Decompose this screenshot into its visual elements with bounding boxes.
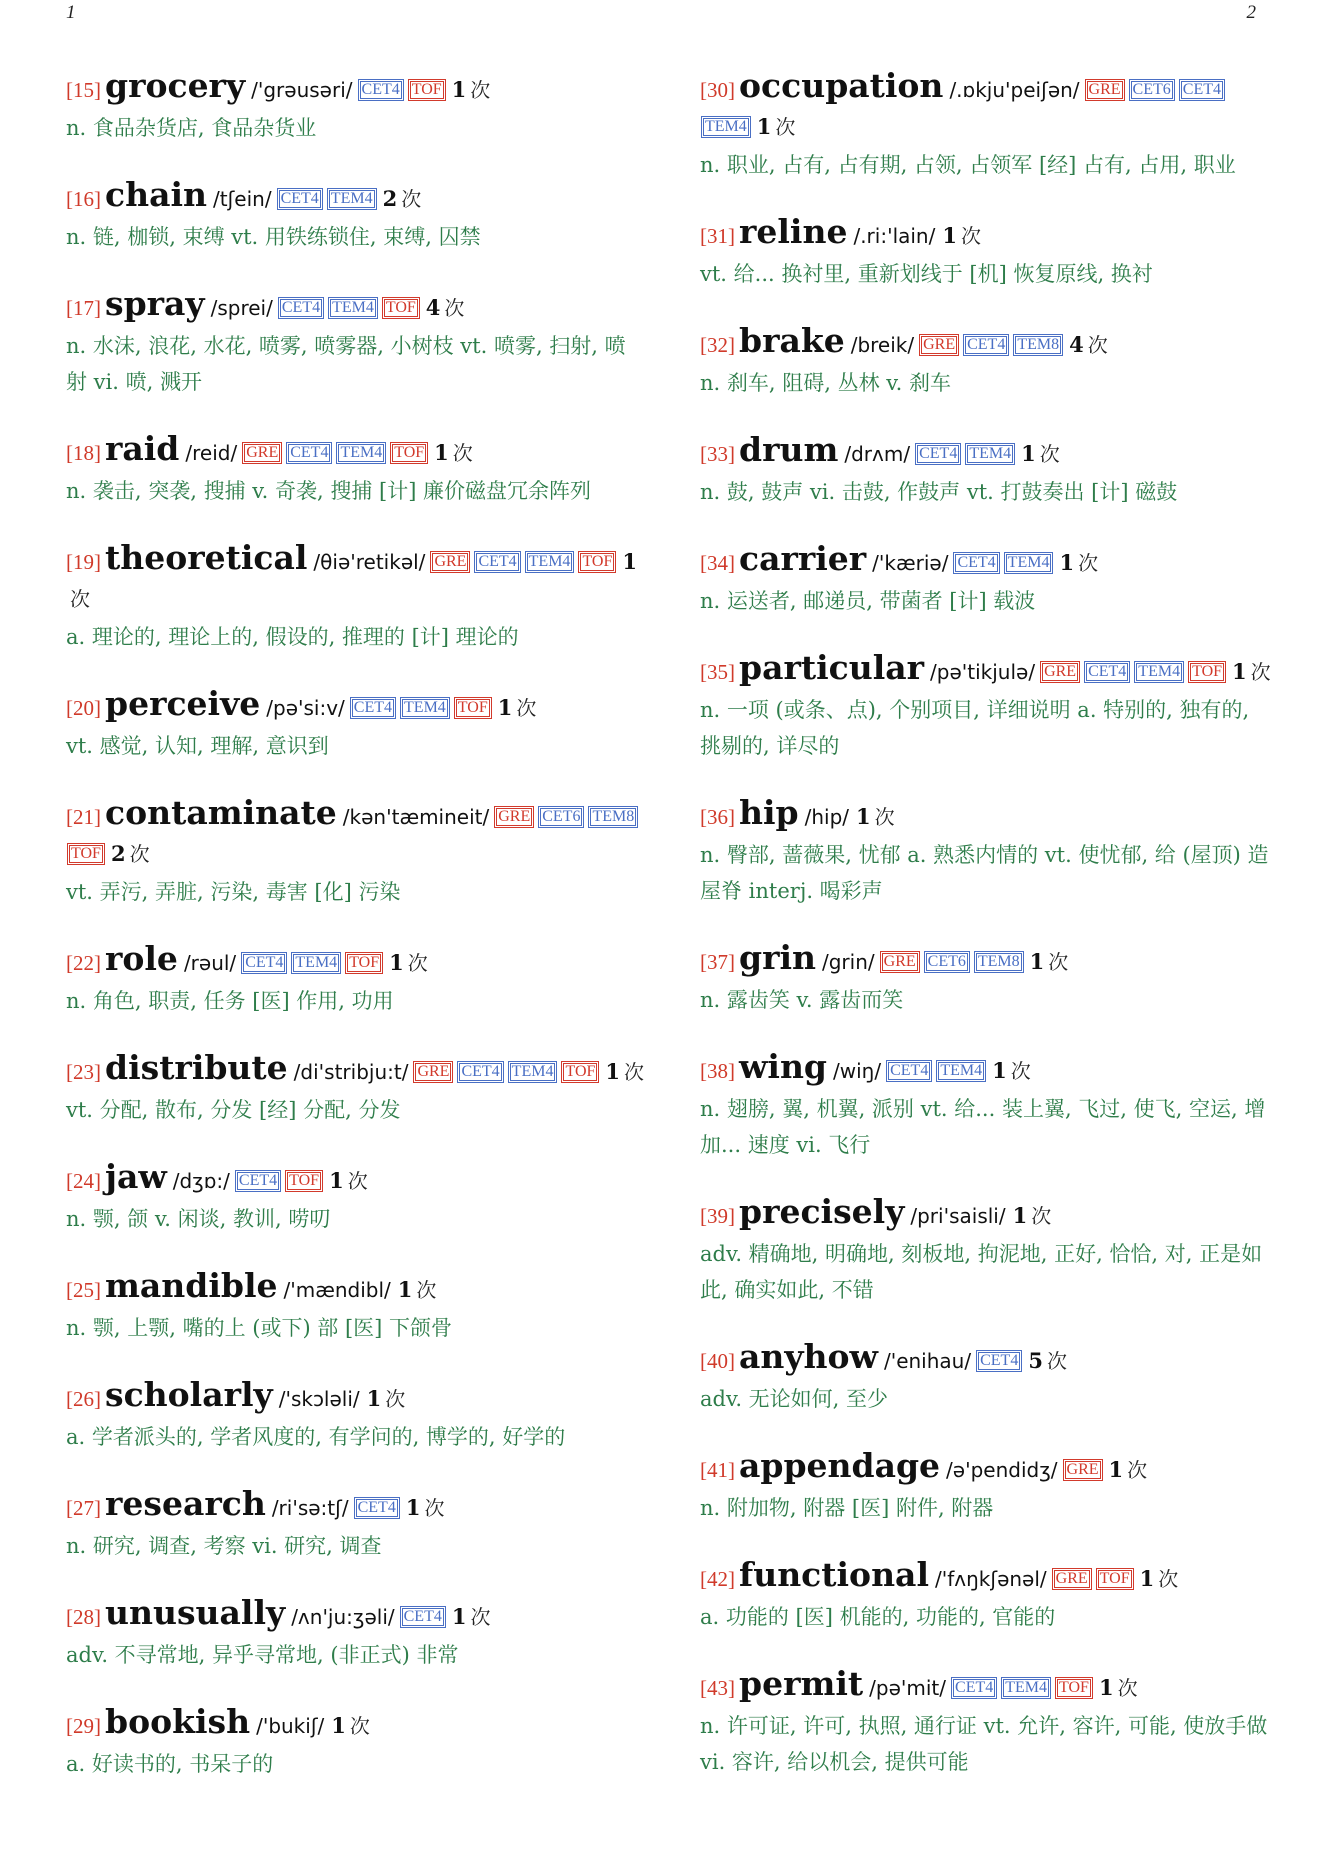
exam-tag-cet4: CET4 (886, 1060, 932, 1082)
frequency-count: 1 (942, 223, 957, 248)
frequency-unit: 次 (775, 115, 796, 139)
exam-tag-cet4: CET4 (241, 952, 287, 974)
entry-headline (66, 1268, 644, 1309)
headword: chain (105, 175, 207, 214)
frequency-unit: 次 (129, 842, 150, 866)
entry-anyhow (700, 1339, 1274, 1417)
frequency-count: 2 (110, 841, 126, 866)
frequency-count: 1 (451, 77, 467, 102)
headword: anyhow (739, 1337, 878, 1376)
entry-jaw (66, 1159, 644, 1237)
entry-number: [35] (700, 660, 735, 684)
headword: precisely (739, 1192, 905, 1231)
exam-tag-tof: TOF (285, 1170, 323, 1192)
definition: n. 职业, 占有, 占有期, 占领, 占领军 [经] 占有, 占用, 职业 (700, 153, 1236, 177)
entry-number: [28] (66, 1605, 101, 1629)
entry-research (66, 1486, 644, 1564)
entry-theoretical (66, 540, 644, 655)
headword: appendage (739, 1446, 941, 1485)
phonetic: /'enihau/ (883, 1349, 972, 1373)
frequency-unit: 次 (416, 1278, 437, 1302)
entry-headline (700, 541, 1274, 582)
entry-number: [20] (66, 696, 101, 720)
entry-number: [38] (700, 1059, 735, 1083)
phonetic: /pri'saisli/ (910, 1204, 1006, 1228)
frequency-count: 1 (497, 695, 513, 720)
definition: vt. 给... 换衬里, 重新划线于 [机] 恢复原线, 换衬 (700, 262, 1153, 286)
definition: adv. 无论如何, 至少 (700, 1387, 889, 1411)
entry-number: [15] (66, 78, 101, 102)
entry-headline (700, 1194, 1274, 1235)
entry-headline (66, 177, 644, 218)
headword: distribute (105, 1048, 288, 1087)
exam-tag-gre: GRE (1040, 661, 1080, 683)
frequency-count: 5 (1028, 1348, 1043, 1373)
entry-number: [18] (66, 441, 101, 465)
headword: bookish (105, 1702, 251, 1741)
exam-tag-tem4: TEM4 (291, 952, 341, 974)
exam-tag-tem4: TEM4 (327, 188, 377, 210)
frequency-unit: 次 (1048, 950, 1069, 974)
headword: reline (739, 212, 848, 251)
frequency-unit: 次 (1010, 1059, 1031, 1083)
entry-headline (700, 432, 1274, 473)
frequency-unit: 次 (385, 1387, 406, 1411)
exam-tag-cet4: CET4 (286, 442, 332, 464)
definition: n. 颚, 上颚, 嘴的上 (或下) 部 [医] 下颌骨 (66, 1316, 453, 1340)
frequency-count: 1 (992, 1058, 1007, 1083)
frequency-count: 4 (425, 295, 441, 320)
headword: raid (105, 429, 180, 468)
exam-tag-tem4: TEM4 (525, 551, 575, 573)
phonetic: /sprei/ (210, 296, 273, 320)
exam-tag-gre: GRE (919, 334, 959, 356)
entry-number: [29] (66, 1714, 101, 1738)
frequency-unit: 次 (1127, 1458, 1148, 1482)
entry-headline (66, 795, 644, 873)
frequency-count: 1 (1029, 949, 1045, 974)
definition: n. 角色, 职责, 任务 [医] 作用, 功用 (66, 989, 394, 1013)
frequency-count: 1 (1108, 1457, 1124, 1482)
entry-distribute (66, 1050, 644, 1128)
definition: n. 水沫, 浪花, 水花, 喷雾, 喷雾器, 小树枝 vt. 喷雾, 扫射, 喷射 vi. 喷, 溅开 (66, 334, 626, 394)
entry-headline (66, 941, 644, 982)
entry-number: [26] (66, 1387, 101, 1411)
entry-headline (66, 1050, 644, 1091)
entry-number: [39] (700, 1204, 735, 1228)
frequency-unit: 次 (1039, 442, 1060, 466)
frequency-unit: 次 (70, 587, 90, 611)
phonetic: /'mændibl/ (283, 1278, 391, 1302)
entry-headline (700, 1049, 1274, 1090)
entry-number: [37] (700, 950, 735, 974)
phonetic: /'fʌŋkʃənəl/ (934, 1567, 1047, 1591)
entry-headline (66, 68, 644, 109)
exam-tag-gre: GRE (1085, 79, 1125, 101)
frequency-unit: 次 (452, 441, 473, 465)
left-column (66, 68, 644, 1782)
frequency-unit: 次 (960, 224, 981, 248)
exam-tag-tof: TOF (390, 442, 428, 464)
frequency-count: 1 (329, 1168, 344, 1193)
entry-carrier (700, 541, 1274, 619)
entry-headline (66, 286, 644, 327)
entry-hip (700, 795, 1274, 909)
exam-tag-tem4: TEM4 (400, 697, 450, 719)
exam-tag-cet4: CET4 (915, 443, 961, 465)
entry-number: [31] (700, 224, 735, 248)
entry-number: [25] (66, 1278, 101, 1302)
exam-tag-gre: GRE (1052, 1568, 1092, 1590)
frequency-count: 1 (756, 114, 772, 139)
definition: n. 袭击, 突袭, 搜捕 v. 奇袭, 搜捕 [计] 廉价磁盘冗余阵列 (66, 479, 592, 503)
frequency-unit: 次 (624, 1060, 645, 1084)
frequency-count: 1 (1021, 441, 1036, 466)
entry-headline (700, 1339, 1274, 1380)
phonetic: /.ri:'lain/ (853, 224, 936, 248)
phonetic: /wiŋ/ (833, 1059, 882, 1083)
definition: n. 附加物, 附器 [医] 附件, 附器 (700, 1496, 994, 1520)
exam-tag-cet4: CET4 (1084, 661, 1130, 683)
entry-chain (66, 177, 644, 255)
definition: n. 链, 枷锁, 束缚 vt. 用铁练锁住, 束缚, 囚禁 (66, 225, 481, 249)
definition: a. 好读书的, 书呆子的 (66, 1752, 274, 1776)
headword: unusually (105, 1593, 286, 1632)
phonetic: /kən'tæmineit/ (342, 805, 490, 829)
frequency-count: 1 (1012, 1203, 1028, 1228)
phonetic: /pə'si:v/ (266, 696, 345, 720)
exam-tag-cet4: CET4 (457, 1061, 503, 1083)
exam-tag-tof: TOF (1188, 661, 1226, 683)
entry-contaminate (66, 795, 644, 910)
right-column (700, 68, 1274, 1780)
entry-headline (700, 1557, 1274, 1598)
frequency-unit: 次 (1158, 1567, 1179, 1591)
frequency-unit: 次 (1087, 333, 1108, 357)
entry-spray (66, 286, 644, 400)
entry-appendage (700, 1448, 1274, 1526)
entry-unusually (66, 1595, 644, 1673)
exam-tag-tof: TOF (345, 952, 383, 974)
frequency-unit: 次 (874, 805, 895, 829)
exam-tag-tem4: TEM4 (965, 443, 1015, 465)
entry-reline (700, 214, 1274, 292)
frequency-count: 1 (622, 549, 637, 574)
phonetic: /breik/ (850, 333, 915, 357)
exam-tag-tof: TOF (382, 297, 420, 319)
entry-headline (66, 1486, 644, 1527)
phonetic: /di'stribju:t/ (293, 1060, 409, 1084)
exam-tag-cet6: CET6 (1129, 79, 1175, 101)
exam-tag-tof: TOF (578, 551, 616, 573)
entry-wing (700, 1049, 1274, 1163)
entry-headline (700, 68, 1274, 146)
entry-role (66, 941, 644, 1019)
phonetic: /hip/ (804, 805, 850, 829)
entry-headline (66, 1595, 644, 1636)
entry-particular (700, 650, 1274, 764)
entry-precisely (700, 1194, 1274, 1308)
entry-mandible (66, 1268, 644, 1346)
frequency-count: 1 (397, 1277, 413, 1302)
phonetic: /rəul/ (183, 951, 237, 975)
frequency-count: 1 (434, 440, 449, 465)
exam-tag-cet4: CET4 (953, 552, 999, 574)
entry-headline (700, 940, 1274, 981)
phonetic: /θiə'retikəl/ (313, 550, 426, 574)
definition: n. 翅膀, 翼, 机翼, 派别 vt. 给... 装上翼, 飞过, 使飞, 空运, 增加... 速度 vi. 飞行 (700, 1097, 1266, 1157)
entry-brake (700, 323, 1274, 401)
page-number-right: 2 (1246, 2, 1256, 23)
frequency-count: 1 (405, 1495, 421, 1520)
exam-tag-tof: TOF (1096, 1568, 1134, 1590)
exam-tag-tof: TOF (408, 79, 446, 101)
frequency-unit: 次 (1250, 660, 1271, 684)
exam-tag-tem4: TEM4 (508, 1061, 558, 1083)
definition: n. 一项 (或条、点), 个别项目, 详细说明 a. 特别的, 独有的, 挑剔的, 详尽的 (700, 698, 1250, 758)
headword: theoretical (105, 538, 308, 577)
entry-number: [19] (66, 550, 101, 574)
frequency-unit: 次 (516, 696, 537, 720)
entry-grocery (66, 68, 644, 146)
entry-headline (66, 1159, 644, 1200)
exam-tag-tem4: TEM4 (1004, 552, 1054, 574)
exam-tag-gre: GRE (242, 442, 282, 464)
headword: contaminate (105, 793, 337, 832)
headword: perceive (105, 684, 261, 723)
entry-headline (700, 795, 1274, 836)
entry-number: [32] (700, 333, 735, 357)
exam-tag-gre: GRE (880, 951, 920, 973)
phonetic: /'grəusəri/ (251, 78, 353, 102)
exam-tag-cet4: CET4 (358, 79, 404, 101)
headword: drum (739, 430, 839, 469)
entry-headline (66, 686, 644, 727)
entry-number: [22] (66, 951, 101, 975)
frequency-unit: 次 (1046, 1349, 1067, 1373)
frequency-count: 1 (366, 1386, 382, 1411)
frequency-count: 1 (331, 1713, 346, 1738)
exam-tag-cet4: CET4 (354, 1497, 400, 1519)
headword: grin (739, 938, 816, 977)
frequency-count: 1 (389, 950, 404, 975)
exam-tag-tem8: TEM8 (1013, 334, 1063, 356)
entry-number: [27] (66, 1496, 101, 1520)
exam-tag-cet4: CET4 (951, 1677, 997, 1699)
headword: functional (739, 1555, 929, 1594)
entry-number: [34] (700, 551, 735, 575)
frequency-count: 1 (1059, 550, 1075, 575)
entry-functional (700, 1557, 1274, 1635)
entry-headline (66, 540, 644, 618)
exam-tag-tem4: TEM4 (936, 1060, 986, 1082)
exam-tag-gre: GRE (1063, 1459, 1103, 1481)
exam-tag-tem4: TEM4 (701, 116, 751, 138)
exam-tag-tem4: TEM4 (328, 297, 378, 319)
entry-perceive (66, 686, 644, 764)
definition: n. 许可证, 许可, 执照, 通行证 vt. 允许, 容许, 可能, 使放手做 vi. 容许, 给以机会, 提供可能 (700, 1714, 1268, 1774)
entry-number: [21] (66, 805, 101, 829)
entry-number: [41] (700, 1458, 735, 1482)
definition: n. 鼓, 鼓声 vi. 击鼓, 作鼓声 vt. 打鼓奏出 [计] 磁鼓 (700, 480, 1178, 504)
entry-number: [24] (66, 1169, 101, 1193)
headword: grocery (105, 66, 246, 105)
exam-tag-gre: GRE (494, 806, 534, 828)
phonetic: /ʌn'ju:ʒəli/ (291, 1605, 395, 1629)
headword: mandible (105, 1266, 278, 1305)
exam-tag-cet4: CET4 (278, 297, 324, 319)
frequency-unit: 次 (470, 1605, 491, 1629)
definition: n. 露齿笑 v. 露齿而笑 (700, 988, 904, 1012)
entry-number: [23] (66, 1060, 101, 1084)
definition: adv. 不寻常地, 异乎寻常地, (非正式) 非常 (66, 1643, 459, 1667)
entry-headline (700, 214, 1274, 255)
entry-headline (700, 1666, 1274, 1707)
phonetic: /'bukiʃ/ (256, 1714, 325, 1738)
definition: vt. 感觉, 认知, 理解, 意识到 (66, 734, 329, 758)
exam-tag-tem8: TEM8 (974, 951, 1024, 973)
frequency-unit: 次 (407, 951, 428, 975)
entry-number: [40] (700, 1349, 735, 1373)
frequency-count: 1 (1098, 1675, 1114, 1700)
entry-headline (700, 1448, 1274, 1489)
headword: permit (739, 1664, 864, 1703)
headword: occupation (739, 66, 944, 105)
exam-tag-cet4: CET4 (474, 551, 520, 573)
exam-tag-cet4: CET4 (963, 334, 1009, 356)
exam-tag-tof: TOF (454, 697, 492, 719)
entry-number: [16] (66, 187, 101, 211)
frequency-unit: 次 (470, 78, 491, 102)
entry-headline (66, 1704, 644, 1745)
definition: a. 理论的, 理论上的, 假设的, 推理的 [计] 理论的 (66, 625, 519, 649)
phonetic: /.ɒkju'peiʃən/ (949, 78, 1080, 102)
page-number-left: 1 (66, 2, 76, 23)
entry-bookish (66, 1704, 644, 1782)
definition: n. 臀部, 蔷薇果, 忧郁 a. 熟悉内情的 vt. 使忧郁, 给 (屋顶) 造屋脊 interj. 喝彩声 (700, 843, 1269, 903)
entry-headline (700, 650, 1274, 691)
headword: hip (739, 793, 799, 832)
phonetic: /pə'mit/ (869, 1676, 947, 1700)
entry-number: [42] (700, 1567, 735, 1591)
entry-grin (700, 940, 1274, 1018)
headword: research (105, 1484, 266, 1523)
phonetic: /ə'pendidʒ/ (946, 1458, 1058, 1482)
entry-drum (700, 432, 1274, 510)
frequency-unit: 次 (401, 187, 422, 211)
phonetic: /pə'tikjulə/ (930, 660, 1036, 684)
entry-headline (700, 323, 1274, 364)
headword: role (105, 939, 178, 978)
entry-headline (66, 431, 644, 472)
definition: a. 功能的 [医] 机能的, 功能的, 官能的 (700, 1605, 1056, 1629)
frequency-unit: 次 (1078, 551, 1099, 575)
exam-tag-tof: TOF (67, 843, 105, 865)
definition: vt. 弄污, 弄脏, 污染, 毒害 [化] 污染 (66, 880, 401, 904)
exam-tag-tem4: TEM4 (1001, 1677, 1051, 1699)
entry-number: [17] (66, 296, 101, 320)
phonetic: /tʃein/ (213, 187, 272, 211)
exam-tag-cet4: CET4 (235, 1170, 281, 1192)
frequency-count: 4 (1069, 332, 1084, 357)
exam-tag-tem8: TEM8 (588, 806, 638, 828)
frequency-count: 2 (382, 186, 398, 211)
exam-tag-cet4: CET4 (976, 1350, 1022, 1372)
frequency-unit: 次 (1117, 1676, 1138, 1700)
frequency-count: 1 (1139, 1566, 1155, 1591)
frequency-unit: 次 (349, 1714, 370, 1738)
phonetic: /dʒɒ:/ (172, 1169, 230, 1193)
exam-tag-cet6: CET6 (538, 806, 584, 828)
definition: n. 颚, 颌 v. 闲谈, 教训, 唠叨 (66, 1207, 331, 1231)
frequency-count: 1 (451, 1604, 467, 1629)
exam-tag-tem4: TEM4 (1134, 661, 1184, 683)
headword: wing (739, 1047, 828, 1086)
exam-tag-cet4: CET4 (350, 697, 396, 719)
headword: brake (739, 321, 845, 360)
frequency-unit: 次 (347, 1169, 368, 1193)
exam-tag-gre: GRE (413, 1061, 453, 1083)
frequency-count: 1 (1232, 659, 1247, 684)
headword: particular (739, 648, 925, 687)
definition: n. 食品杂货店, 食品杂货业 (66, 116, 317, 140)
entry-number: [43] (700, 1676, 735, 1700)
definition: vt. 分配, 散布, 分发 [经] 分配, 分发 (66, 1098, 401, 1122)
definition: n. 刹车, 阻碍, 丛林 v. 刹车 (700, 371, 951, 395)
headword: spray (105, 284, 205, 323)
entry-number: [33] (700, 442, 735, 466)
definition: adv. 精确地, 明确地, 刻板地, 拘泥地, 正好, 恰恰, 对, 正是如此, 确实如此, 不错 (700, 1242, 1263, 1302)
exam-tag-cet4: CET4 (400, 1606, 446, 1628)
phonetic: /ri'sə:tʃ/ (271, 1496, 349, 1520)
frequency-count: 1 (605, 1059, 621, 1084)
headword: carrier (739, 539, 867, 578)
exam-tag-tem4: TEM4 (336, 442, 386, 464)
definition: n. 研究, 调查, 考察 vi. 研究, 调查 (66, 1534, 382, 1558)
definition: n. 运送者, 邮递员, 带菌者 [计] 载波 (700, 589, 1036, 613)
exam-tag-tof: TOF (561, 1061, 599, 1083)
entry-occupation (700, 68, 1274, 183)
entry-scholarly (66, 1377, 644, 1455)
exam-tag-gre: GRE (430, 551, 470, 573)
entry-number: [30] (700, 78, 735, 102)
frequency-unit: 次 (444, 296, 465, 320)
phonetic: /drʌm/ (844, 442, 911, 466)
phonetic: /'kæriə/ (872, 551, 949, 575)
phonetic: /grin/ (822, 950, 875, 974)
exam-tag-tof: TOF (1055, 1677, 1093, 1699)
headword: scholarly (105, 1375, 273, 1414)
entry-raid (66, 431, 644, 509)
entry-number: [36] (700, 805, 735, 829)
entry-headline (66, 1377, 644, 1418)
definition: a. 学者派头的, 学者风度的, 有学问的, 博学的, 好学的 (66, 1425, 566, 1449)
headword: jaw (105, 1157, 167, 1196)
phonetic: /reid/ (185, 441, 238, 465)
frequency-unit: 次 (1031, 1204, 1052, 1228)
exam-tag-cet6: CET6 (924, 951, 970, 973)
frequency-unit: 次 (424, 1496, 445, 1520)
exam-tag-cet4: CET4 (277, 188, 323, 210)
phonetic: /'skɔləli/ (278, 1387, 360, 1411)
frequency-count: 1 (856, 804, 871, 829)
entry-permit (700, 1666, 1274, 1780)
exam-tag-cet4: CET4 (1179, 79, 1225, 101)
